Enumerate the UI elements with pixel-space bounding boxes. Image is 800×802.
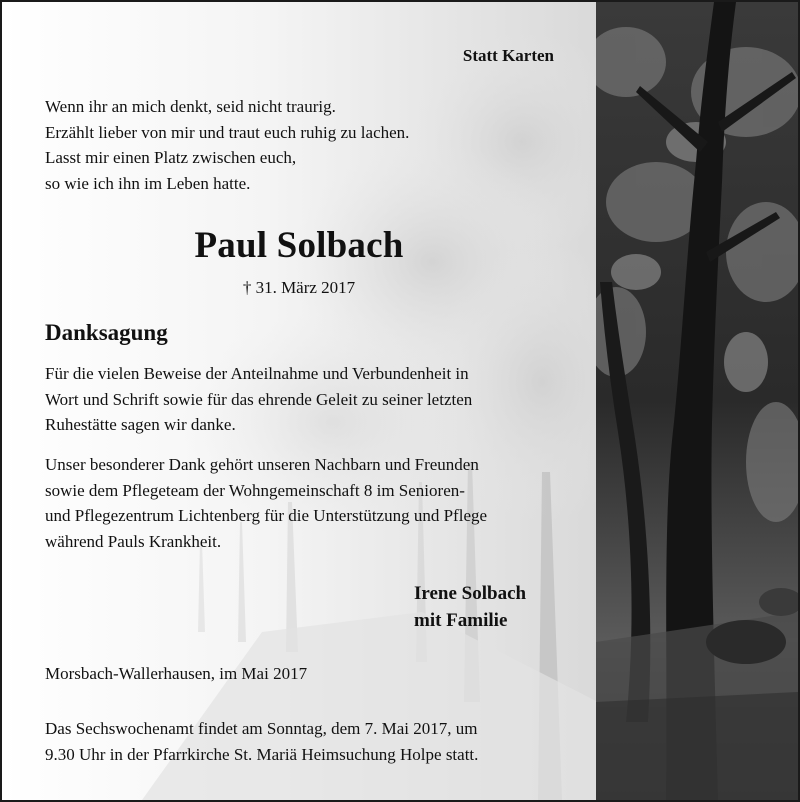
tree-photo	[596, 2, 798, 800]
mass-announcement	[45, 716, 478, 767]
statt-karten-label: Statt Karten	[462, 46, 554, 65]
paragraph-line: und Pflegezentrum Lichtenberg für die Unterstützung und Pflege	[45, 506, 488, 525]
notice-text	[2, 2, 596, 800]
signature-line: Irene Solbach	[414, 583, 527, 604]
paragraph-line: sowie dem Pflegeteam der Wohngemeinschaft 8 im Senioren-	[45, 480, 465, 500]
poem-line: Wenn ihr an mich denkt, seid nicht traurig.	[45, 97, 336, 116]
poem-line: so wie ich ihn im Leben hatte.	[45, 173, 251, 193]
deceased-name: Paul Solbach	[194, 225, 404, 266]
death-date: † 31. März 2017	[242, 278, 356, 297]
thanks-paragraph-2	[45, 452, 557, 554]
paragraph-line: Wort und Schrift sowie für das ehrende Geleit zu seiner letzten	[45, 389, 473, 409]
paragraph-line: Ruhestätte sagen wir danke.	[45, 415, 236, 434]
paragraph-line: Für die vielen Beweise der Anteilnahme und Verbundenheit in	[45, 364, 469, 383]
place-date: Morsbach-Wallerhausen, im Mai 2017	[45, 664, 308, 683]
poem-line: Erzählt lieber von mir und traut euch ruhig zu lachen.	[45, 122, 410, 142]
paragraph-line: Unser besonderer Dank gehört unseren Nachbarn und Freunden	[45, 455, 479, 474]
poem	[45, 94, 409, 196]
signature-line: mit Familie	[414, 610, 508, 631]
mass-line: Das Sechswochenamt findet am Sonntag, dem 7. Mai 2017, um	[45, 719, 478, 738]
thanks-heading: Danksagung	[45, 320, 168, 345]
paragraph-line: während Pauls Krankheit.	[45, 531, 222, 551]
mass-line: 9.30 Uhr in der Pfarrkirche St. Mariä Heimsuchung Holpe statt.	[45, 744, 479, 764]
thanks-paragraph-1	[45, 361, 557, 438]
signature	[414, 580, 526, 634]
poem-line: Lasst mir einen Platz zwischen euch,	[45, 148, 297, 167]
